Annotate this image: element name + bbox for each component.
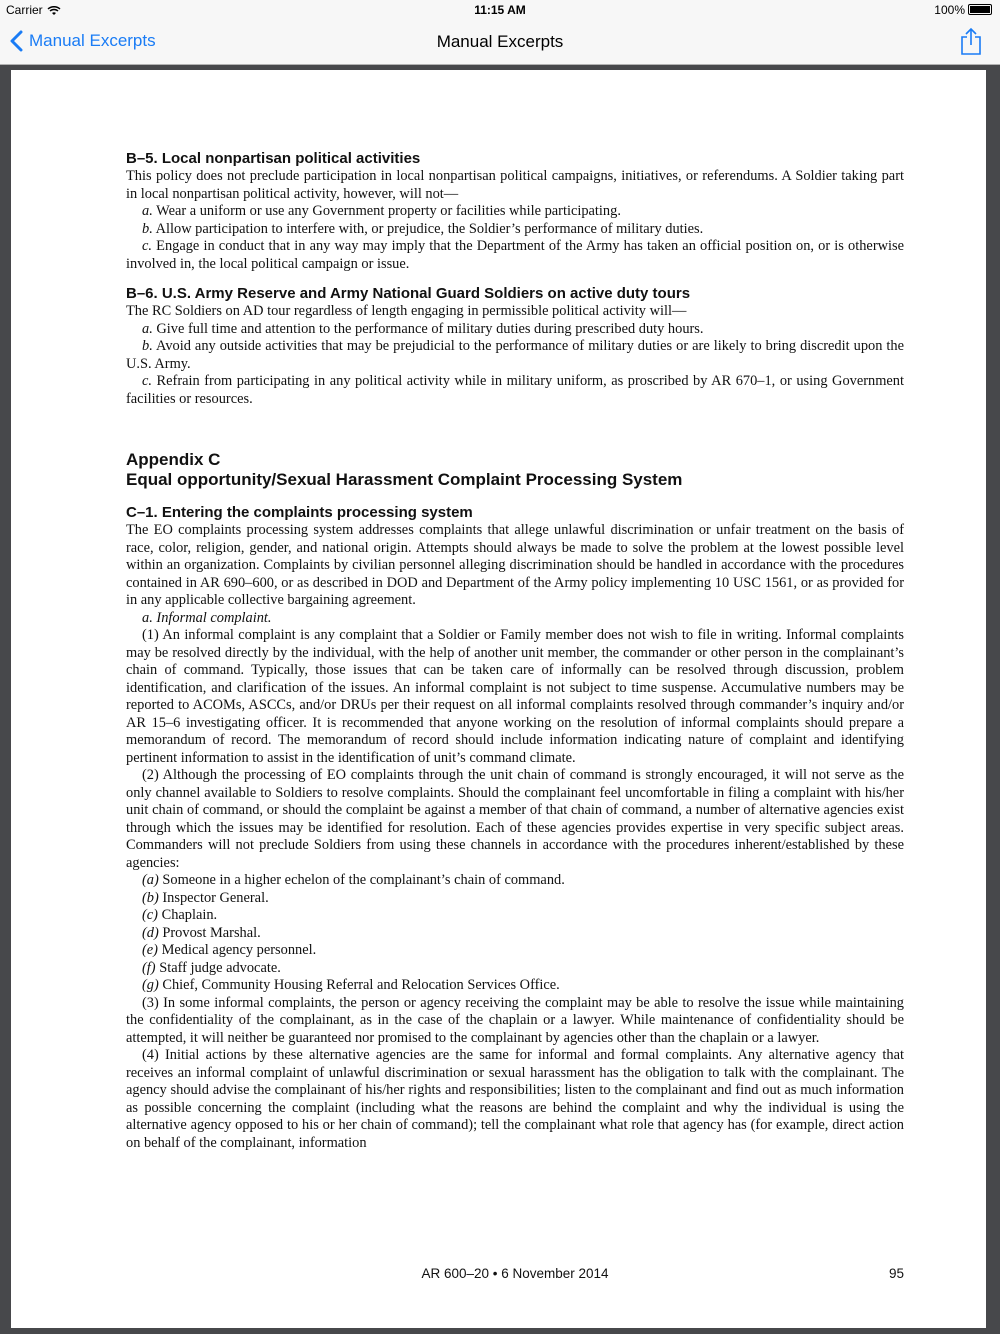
- carrier-text: Carrier: [6, 3, 43, 17]
- item-marker: c.: [142, 238, 152, 254]
- item-marker: (e): [142, 942, 158, 958]
- item-marker: a.: [142, 320, 153, 337]
- list-item: [126, 890, 904, 908]
- battery-percent: 100%: [934, 3, 965, 17]
- list-item: [126, 338, 904, 373]
- paragraph-b6-intro: The RC Soldiers on AD tour regardless of length engaging in permissible political activity will—: [126, 303, 687, 319]
- item-marker: a.: [142, 609, 153, 626]
- list-item: [126, 610, 904, 628]
- item-text: Provost Marshal.: [162, 924, 261, 941]
- item-text: Someone in a higher echelon of the complainant’s chain of command.: [162, 872, 565, 888]
- list-item: [126, 238, 904, 273]
- item-text: Wear a uniform or use any Government property or facilities while participating.: [156, 203, 621, 219]
- item-text: Avoid any outside activities that may be prejudicial to the performance of military duties or are likely to bring discredit upon the U.S. Army.: [126, 338, 904, 372]
- list-item: [126, 977, 904, 995]
- paragraph-b5-intro: This policy does not preclude participation in local nonpartisan political campaigns, initiatives, or referendums. A Soldier taking part in local nonpartisan political activity, however, will not—: [126, 168, 904, 202]
- paragraph-c1-3: (3) In some informal complaints, the person or agency receiving the complaint may be able to resolve the issue while maintaining the confidentiality of the complainant, as in the case of the chaplain or a lawyer. While maintenance of confidentiality should be attempted, it will neither be guaranteed nor promised to the complainant by agencies other than the chaplain or a lawyer.: [126, 994, 904, 1046]
- battery-indicator: [934, 3, 992, 17]
- item-marker: b.: [142, 220, 153, 237]
- paragraph-c1-2: (2) Although the processing of EO complaints through the unit chain of command is strongly encouraged, it will not serve as the only channel available to Soldiers to resolve complaints. Should the complainant feel uncomfortable in filing a complaint with his/her unit chain of command, or should the complaint be against a member of that chain of command, a number of alternative agencies exist through which the issues may be identified for resolution. Each of these agencies provides expertise in very specific subject areas. Commanders will not preclude Soldiers from using these channels in accordance with the procedures inherent/established by these agencies:: [126, 767, 904, 871]
- list-item: [126, 872, 904, 890]
- item-marker: (g): [142, 977, 159, 993]
- document-content: [126, 150, 904, 1152]
- battery-icon: [968, 4, 992, 15]
- list-item: [126, 203, 904, 221]
- list-item: [126, 960, 904, 978]
- appendix-label: Appendix C: [126, 450, 221, 469]
- page-number: 95: [888, 1266, 904, 1281]
- item-text: Engage in conduct that in any way may imply that the Department of the Army has taken an official position on, or is otherwise involved in, the local political campaign or issue.: [126, 238, 904, 272]
- item-marker: b.: [142, 338, 153, 354]
- item-marker: a.: [142, 203, 153, 219]
- item-marker: c.: [142, 373, 152, 389]
- section-heading-b5: B–5. Local nonpartisan political activities: [126, 150, 421, 167]
- item-text: Chief, Community Housing Referral and Relocation Services Office.: [162, 977, 560, 993]
- paragraph-c1-1: (1) An informal complaint is any complaint that a Soldier or Family member does not wish to file in writing. Informal complaints may be resolved directly by the individual, with the help of another unit member, the commander or other person in the complainant’s chain of command. Typically, those issues that can be taken care of informally can be resolved through discussion, problem identification, and clarification of the issues. An informal complaint is not subject to time suspense. Accumulative numbers may be reported to ACOMs, ASCCs, and/or DRUs per their request on all informal complaints resolved through commander’s inquiry and/or AR 15–6 investigating officer. It is recommended that anyone working on the resolution of informal complaints should prepare a memorandum of record. The memorandum of record should include information indicating nature of complaint and identifying pertinent information to assist in the identification of unit’s command climate.: [126, 627, 904, 766]
- paragraph-c1-4: (4) Initial actions by these alternative agencies are the same for informal and formal complaints. Any alternative agency that receives an informal complaint of unlawful discrimination or sexual harassment has the obligation to talk with the complainant. The agency should advise the complainant of his/her rights and responsibilities; listen to the complainant and find out as much information as possible concerning the complaint (including what the reasons are behind the complaint and why the individual is using the alternative agency opposed to his or her chain of command); tell the complainant what role that agency has (for example, direct action on behalf of the complainant, information: [126, 1047, 904, 1151]
- list-item: [126, 942, 904, 960]
- back-label: Manual Excerpts: [29, 31, 156, 50]
- item-marker: (a): [142, 872, 159, 888]
- share-button[interactable]: [960, 27, 982, 60]
- clock: 11:15 AM: [474, 3, 526, 17]
- item-text: Medical agency personnel.: [161, 942, 317, 958]
- item-marker: (b): [142, 889, 159, 906]
- list-item: [126, 907, 904, 925]
- item-marker: (f): [142, 959, 156, 976]
- item-text: Inspector General.: [162, 889, 269, 906]
- list-item: [126, 925, 904, 943]
- navigation-bar: [0, 20, 1000, 65]
- document-page: [11, 70, 986, 1328]
- footer-citation: AR 600–20 • 6 November 2014: [421, 1266, 609, 1281]
- paragraph-c1-intro: The EO complaints processing system addresses complaints that allege unlawful discrimination or unfair treatment on the basis of race, color, religion, gender, and national origin. Attempts should always be made to solve the problem at the lowest possible level within an organization. Complaints by civilian personnel alleging discrimination should be handled in accordance with the procedures contained in AR 690–600, or as described in DOD and Department of the Army policy implementing 10 USC 1561, or as provided for in any applicable collective bargaining agreement.: [126, 522, 904, 608]
- item-text: Staff judge advocate.: [159, 959, 281, 976]
- item-text: Give full time and attention to the performance of military duties during prescribed duty hours.: [156, 320, 704, 337]
- section-heading-b6: B–6. U.S. Army Reserve and Army National Guard Soldiers on active duty tours: [126, 285, 691, 302]
- share-icon: [960, 27, 982, 55]
- item-text: Informal complaint.: [156, 609, 272, 626]
- item-marker: (c): [142, 907, 158, 923]
- status-bar: [0, 0, 1000, 20]
- nav-title: Manual Excerpts: [436, 32, 564, 51]
- section-heading-c1: C–1. Entering the complaints processing system: [126, 504, 473, 521]
- item-text: Allow participation to interfere with, or prejudice, the Soldier’s performance of military duties.: [155, 220, 704, 237]
- appendix-title: Equal opportunity/Sexual Harassment Complaint Processing System: [126, 470, 683, 489]
- list-item: [126, 373, 904, 408]
- item-text: Refrain from participating in any political activity while in military uniform, as proscribed by AR 670–1, or using Government facilities or resources.: [126, 373, 904, 407]
- item-text: Chaplain.: [161, 907, 218, 923]
- list-item: [126, 221, 904, 239]
- item-marker: (d): [142, 924, 159, 941]
- list-item: [126, 321, 904, 339]
